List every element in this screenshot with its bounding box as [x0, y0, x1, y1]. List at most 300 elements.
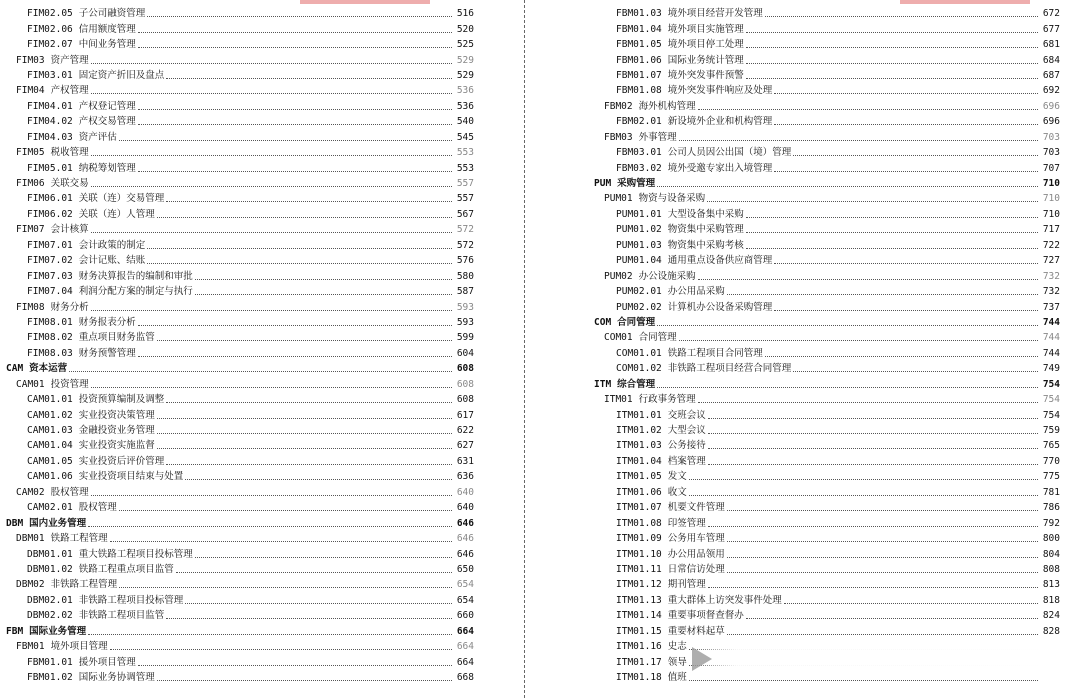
toc-entry[interactable]	[0, 469, 474, 484]
toc-entry[interactable]	[0, 546, 474, 561]
toc-entry[interactable]	[588, 407, 1060, 422]
toc-entry[interactable]	[588, 577, 1060, 592]
toc-entry-code: FIM08	[16, 301, 45, 313]
toc-entry-page: 553	[456, 162, 474, 174]
toc-entry[interactable]	[0, 315, 474, 330]
toc-dot-leader	[657, 324, 1038, 326]
toc-entry-code: CAM01.03	[27, 425, 73, 437]
toc-entry[interactable]	[0, 562, 474, 577]
toc-entry-code: DBM	[6, 517, 24, 529]
toc-entry-code: ITM01.09	[616, 533, 662, 545]
toc-entry[interactable]	[0, 68, 474, 83]
toc-entry-title: 新设境外企业和机构管理	[667, 116, 773, 128]
toc-entry-page: 707	[1042, 162, 1060, 174]
toc-entry-page: 744	[1042, 332, 1060, 344]
toc-entry-title: 办公设施采购	[638, 270, 696, 282]
toc-entry-title: 外事管理	[638, 131, 677, 143]
toc-entry[interactable]	[0, 485, 474, 500]
toc-entry-page: 640	[456, 486, 474, 498]
toc-dot-leader	[727, 633, 1038, 635]
toc-entry-title: 值班	[667, 672, 687, 684]
toc-entry-title: 实业投资项目结束与处置	[78, 471, 184, 483]
toc-right-column	[588, 6, 1060, 685]
toc-entry-title: 通用重点设备供应商管理	[667, 255, 773, 267]
toc-entry-code: ITM01	[604, 394, 633, 406]
toc-dot-leader	[157, 679, 452, 681]
toc-entry[interactable]	[0, 114, 474, 129]
toc-dot-leader	[765, 355, 1038, 357]
toc-entry[interactable]	[0, 330, 474, 345]
toc-dot-leader	[157, 216, 452, 218]
toc-entry[interactable]	[588, 392, 1060, 407]
toc-entry-code: FBM01.04	[616, 23, 662, 35]
toc-entry[interactable]	[0, 670, 474, 685]
toc-entry-code: CAM01.02	[27, 409, 73, 421]
toc-entry-page: 732	[1042, 286, 1060, 298]
toc-entry-page: 525	[456, 39, 474, 51]
toc-entry-title: 资本运营	[29, 363, 68, 375]
toc-entry-page: 553	[456, 147, 474, 159]
toc-entry-title: 领导	[667, 656, 687, 668]
toc-dot-leader	[166, 77, 452, 79]
toc-entry-code: FBM02	[604, 100, 633, 112]
toc-entry-title: 办公用品领用	[667, 548, 725, 560]
toc-entry-code: DBM01.02	[27, 563, 73, 575]
toc-entry-title: 投资预算编制及调整	[78, 394, 165, 406]
toc-entry-page: 604	[456, 347, 474, 359]
toc-entry-code: CAM01.06	[27, 471, 73, 483]
toc-entry[interactable]	[0, 500, 474, 515]
toc-entry-title: 计算机办公设备采购管理	[667, 301, 773, 313]
toc-entry-title: 会计政策的制定	[78, 239, 146, 251]
toc-dot-leader	[698, 401, 1038, 403]
toc-entry-title: 实业投资决策管理	[78, 409, 155, 421]
toc-dot-leader	[88, 633, 452, 635]
toc-entry-page: 710	[1042, 193, 1060, 205]
toc-entry[interactable]	[588, 253, 1060, 268]
toc-dot-leader	[110, 648, 452, 650]
toc-entry[interactable]	[588, 83, 1060, 98]
toc-entry-code: DBM02.02	[27, 610, 73, 622]
toc-entry-title: 史志	[667, 641, 687, 653]
toc-entry-title: 发文	[667, 471, 687, 483]
toc-entry-code: DBM01	[16, 533, 45, 545]
toc-entry[interactable]	[0, 654, 474, 669]
toc-entry-code: FBM01.07	[616, 69, 662, 81]
toc-entry-title: 纳税筹划管理	[78, 162, 136, 174]
toc-entry-title: 重大铁路工程项目投标管理	[78, 548, 193, 560]
toc-entry-page: 622	[456, 425, 474, 437]
toc-entry[interactable]	[0, 392, 474, 407]
toc-dot-leader	[110, 540, 452, 542]
toc-entry-code: FIM07.04	[27, 286, 73, 298]
toc-entry-code: PUM01.03	[616, 239, 662, 251]
toc-dot-leader	[746, 247, 1038, 249]
toc-entry-title: 资产评估	[78, 131, 117, 143]
toc-entry-title: 国际业务统计管理	[667, 54, 744, 66]
toc-dot-leader	[657, 386, 1038, 388]
toc-dot-leader	[727, 571, 1038, 573]
toc-entry[interactable]	[0, 191, 474, 206]
toc-entry-code: FIM03.01	[27, 69, 73, 81]
toc-entry-code: FIM08.01	[27, 316, 73, 328]
toc-entry-title: 非铁路工程项目经营合同管理	[667, 363, 792, 375]
toc-entry-code: FIM07.01	[27, 239, 73, 251]
toc-dot-leader	[708, 417, 1038, 419]
toc-entry-title: 投资管理	[50, 378, 89, 390]
toc-dot-leader	[147, 15, 452, 17]
toc-entry[interactable]	[0, 284, 474, 299]
toc-entry-title: 财务报表分析	[78, 316, 136, 328]
toc-entry-page: 692	[1042, 85, 1060, 97]
toc-dot-leader	[157, 447, 452, 449]
toc-dot-leader	[698, 278, 1038, 280]
toc-entry-title: 铁路工程项目合同管理	[667, 347, 763, 359]
toc-dot-leader	[698, 108, 1038, 110]
toc-entry[interactable]	[588, 515, 1060, 530]
toc-dot-leader	[679, 339, 1038, 341]
toc-dot-leader	[166, 463, 452, 465]
toc-entry-page: 608	[456, 378, 474, 390]
toc-entry-code: FIM06	[16, 178, 45, 190]
toc-dot-leader	[746, 231, 1038, 233]
toc-entry-title: 财务决算报告的编制和审批	[78, 270, 193, 282]
toc-dot-leader	[157, 432, 452, 434]
toc-entry[interactable]	[0, 361, 474, 376]
toc-entry-title: 会计记账、结账	[78, 255, 146, 267]
toc-entry[interactable]	[588, 52, 1060, 67]
toc-entry[interactable]	[588, 546, 1060, 561]
toc-entry-page: 608	[456, 394, 474, 406]
toc-entry-page: 775	[1042, 471, 1060, 483]
toc-dot-leader	[147, 262, 452, 264]
toc-dot-leader	[746, 216, 1038, 218]
toc-entry[interactable]	[0, 423, 474, 438]
toc-entry-title: 印签管理	[667, 517, 706, 529]
toc-entry[interactable]	[588, 21, 1060, 36]
toc-entry[interactable]	[588, 160, 1060, 175]
toc-dot-leader	[727, 540, 1038, 542]
toc-entry-page: 770	[1042, 455, 1060, 467]
toc-entry-page: 800	[1042, 533, 1060, 545]
toc-entry-code: ITM01.04	[616, 455, 662, 467]
toc-entry[interactable]	[0, 577, 474, 592]
toc-entry-title: 股权管理	[50, 486, 89, 498]
toc-dot-leader	[774, 262, 1038, 264]
toc-entry-code: PUM02	[604, 270, 633, 282]
toc-entry[interactable]	[588, 438, 1060, 453]
toc-entry-title: 非铁路工程管理	[50, 579, 118, 591]
toc-dot-leader	[746, 77, 1038, 79]
toc-entry-code: FIM04.01	[27, 100, 73, 112]
toc-entry-page: 744	[1042, 347, 1060, 359]
toc-entry-page: 681	[1042, 39, 1060, 51]
toc-entry-page: 608	[456, 363, 474, 375]
toc-entry[interactable]	[588, 268, 1060, 283]
toc-entry-page: 536	[456, 100, 474, 112]
toc-entry[interactable]	[0, 37, 474, 52]
toc-entry-code: DBM02.01	[27, 594, 73, 606]
toc-entry-title: 铁路工程管理	[50, 533, 108, 545]
toc-dot-leader	[195, 293, 452, 295]
toc-entry-page: 557	[456, 178, 474, 190]
toc-entry[interactable]	[588, 423, 1060, 438]
toc-entry-page: 717	[1042, 224, 1060, 236]
toc-entry[interactable]	[0, 346, 474, 361]
toc-entry-page: 818	[1042, 594, 1060, 606]
play-arrow-icon[interactable]	[692, 647, 712, 671]
toc-entry[interactable]	[588, 562, 1060, 577]
toc-dot-leader	[157, 339, 452, 341]
toc-entry[interactable]	[0, 253, 474, 268]
toc-dot-leader	[69, 370, 452, 372]
toc-entry[interactable]	[588, 191, 1060, 206]
toc-entry[interactable]	[588, 222, 1060, 237]
toc-entry-page: 765	[1042, 440, 1060, 452]
toc-dot-leader	[784, 602, 1038, 604]
toc-entry[interactable]	[0, 438, 474, 453]
toc-dot-leader	[119, 509, 452, 511]
toc-entry[interactable]	[0, 531, 474, 546]
toc-entry-page: 664	[456, 656, 474, 668]
toc-dot-leader	[708, 447, 1038, 449]
page-divider	[524, 0, 525, 698]
toc-entry[interactable]	[0, 377, 474, 392]
toc-entry[interactable]	[588, 99, 1060, 114]
toc-dot-leader	[176, 571, 452, 573]
toc-entry[interactable]	[0, 6, 474, 21]
toc-dot-leader	[774, 170, 1038, 172]
toc-entry-code: FBM01.06	[616, 54, 662, 66]
toc-entry-title: 境外项目实施管理	[667, 23, 744, 35]
toc-entry[interactable]	[588, 485, 1060, 500]
toc-entry-page: 828	[1042, 625, 1060, 637]
toc-entry[interactable]	[588, 593, 1060, 608]
toc-entry-title: 股权管理	[78, 502, 117, 514]
toc-entry[interactable]	[0, 299, 474, 314]
toc-entry-page: 781	[1042, 486, 1060, 498]
toc-entry-page: 754	[1042, 394, 1060, 406]
toc-entry-page: 640	[456, 502, 474, 514]
toc-dot-leader	[746, 617, 1038, 619]
toc-entry-title: 境外项目停工处理	[667, 39, 744, 51]
toc-entry[interactable]	[588, 315, 1060, 330]
toc-entry[interactable]	[0, 639, 474, 654]
toc-entry-page: 593	[456, 301, 474, 313]
toc-entry-page: 732	[1042, 270, 1060, 282]
top-red-mark-left	[300, 0, 430, 4]
toc-entry-code: COM01.02	[616, 363, 662, 375]
toc-entry-page: 660	[456, 610, 474, 622]
toc-entry-page: 759	[1042, 425, 1060, 437]
toc-dot-leader	[727, 509, 1038, 511]
toc-dot-leader	[119, 139, 452, 141]
toc-entry[interactable]	[0, 21, 474, 36]
toc-entry-code: FIM06.01	[27, 193, 73, 205]
toc-entry[interactable]	[588, 176, 1060, 191]
toc-entry[interactable]	[0, 160, 474, 175]
toc-dot-leader	[727, 556, 1038, 558]
toc-entry-page: 696	[1042, 100, 1060, 112]
toc-entry-page: 587	[456, 286, 474, 298]
toc-entry-page: 593	[456, 316, 474, 328]
toc-entry-title: 关联交易	[50, 178, 89, 190]
toc-entry-title: 公司人员因公出国（境）管理	[667, 147, 792, 159]
toc-entry-code: CAM02	[16, 486, 45, 498]
toc-entry[interactable]	[588, 330, 1060, 345]
toc-entry-title: 境外突发事件预警	[667, 69, 744, 81]
toc-entry-page: 576	[456, 255, 474, 267]
toc-entry-page: 710	[1042, 208, 1060, 220]
toc-entry[interactable]	[588, 37, 1060, 52]
toc-entry[interactable]	[0, 145, 474, 160]
toc-entry[interactable]	[588, 207, 1060, 222]
toc-entry-title: 境外突发事件响应及处理	[667, 85, 773, 97]
toc-entry[interactable]	[588, 238, 1060, 253]
toc-entry-page: 664	[456, 625, 474, 637]
toc-entry-page: 808	[1042, 563, 1060, 575]
toc-entry-title: 金融投资业务管理	[78, 425, 155, 437]
toc-entry-title: 固定资产折旧及盘点	[78, 69, 165, 81]
toc-entry-code: ITM01.18	[616, 672, 662, 684]
toc-dot-leader	[746, 31, 1038, 33]
toc-entry[interactable]	[0, 268, 474, 283]
toc-entry-code: FBM02.01	[616, 116, 662, 128]
toc-entry-page: 804	[1042, 548, 1060, 560]
toc-dot-leader	[689, 494, 1038, 496]
toc-entry-code: FBM	[6, 625, 24, 637]
toc-entry-title: 综合管理	[617, 378, 656, 390]
toc-entry-page: 572	[456, 239, 474, 251]
toc-entry-code: ITM01.16	[616, 641, 662, 653]
toc-entry[interactable]	[588, 130, 1060, 145]
toc-entry[interactable]	[588, 500, 1060, 515]
toc-entry-code: DBM01.01	[27, 548, 73, 560]
toc-dot-leader	[166, 617, 452, 619]
toc-dot-leader	[765, 15, 1038, 17]
toc-entry-page: 813	[1042, 579, 1060, 591]
toc-entry[interactable]	[588, 624, 1060, 639]
toc-entry-page: 687	[1042, 69, 1060, 81]
toc-entry-page: 536	[456, 85, 474, 97]
toc-entry-code: FBM03.01	[616, 147, 662, 159]
toc-entry[interactable]	[588, 346, 1060, 361]
toc-entry[interactable]	[0, 454, 474, 469]
toc-entry-title: 非铁路工程项目投标管理	[78, 594, 184, 606]
toc-entry-title: 境外项目经营开发管理	[667, 8, 763, 20]
toc-entry[interactable]	[588, 68, 1060, 83]
toc-dot-leader	[166, 401, 452, 403]
toc-entry-title: 海外机构管理	[638, 100, 696, 112]
toc-entry-page: 654	[456, 594, 474, 606]
toc-entry[interactable]	[588, 469, 1060, 484]
toc-entry[interactable]	[0, 176, 474, 191]
toc-entry[interactable]	[0, 624, 474, 639]
toc-dot-leader	[708, 432, 1038, 434]
toc-entry[interactable]	[588, 284, 1060, 299]
toc-entry[interactable]	[0, 130, 474, 145]
toc-entry-page: 516	[456, 8, 474, 20]
toc-entry-code: CAM02.01	[27, 502, 73, 514]
toc-entry[interactable]	[588, 114, 1060, 129]
toc-entry-title: 重点项目财务监管	[78, 332, 155, 344]
toc-entry[interactable]	[0, 222, 474, 237]
toc-entry-code: FIM04	[16, 85, 45, 97]
toc-entry[interactable]	[588, 6, 1060, 21]
toc-entry[interactable]	[0, 515, 474, 530]
toc-entry[interactable]	[588, 377, 1060, 392]
toc-entry-title: 物资集中采购管理	[667, 224, 744, 236]
toc-entry[interactable]	[588, 299, 1060, 314]
toc-entry[interactable]	[0, 52, 474, 67]
toc-entry-page: 636	[456, 471, 474, 483]
toc-entry-code: PUM	[594, 178, 612, 190]
toc-entry[interactable]	[588, 361, 1060, 376]
toc-dot-leader	[793, 154, 1038, 156]
toc-entry-page: 572	[456, 224, 474, 236]
toc-dot-leader	[157, 417, 452, 419]
toc-entry-code: ITM01.14	[616, 610, 662, 622]
toc-entry-code: ITM01.06	[616, 486, 662, 498]
toc-dot-leader	[657, 185, 1038, 187]
toc-entry-title: 物资集中采购考核	[667, 239, 744, 251]
toc-entry[interactable]	[0, 207, 474, 222]
toc-entry-page: 646	[456, 548, 474, 560]
toc-entry[interactable]	[588, 454, 1060, 469]
toc-dot-leader	[774, 309, 1038, 311]
toc-entry-code: FBM01.02	[27, 672, 73, 684]
toc-entry[interactable]	[588, 608, 1060, 623]
toc-entry-code: ITM01.05	[616, 471, 662, 483]
toc-entry-title: 大型会议	[667, 425, 706, 437]
toc-entry-code: COM01	[604, 332, 633, 344]
toc-entry[interactable]	[0, 99, 474, 114]
toc-entry-code: FIM02.07	[27, 39, 73, 51]
toc-entry-page: 703	[1042, 147, 1060, 159]
toc-entry-title: 关联（连）交易管理	[78, 193, 165, 205]
toc-entry[interactable]	[0, 83, 474, 98]
toc-entry-title: 公务接待	[667, 440, 706, 452]
toc-entry-title: 境外受邀专家出入境管理	[667, 162, 773, 174]
toc-entry-code: ITM01.17	[616, 656, 662, 668]
toc-dot-leader	[746, 46, 1038, 48]
toc-entry[interactable]	[0, 593, 474, 608]
toc-entry-title: 物资与设备采购	[638, 193, 706, 205]
toc-entry[interactable]	[0, 238, 474, 253]
toc-entry[interactable]	[588, 531, 1060, 546]
toc-dot-leader	[689, 478, 1038, 480]
toc-entry-title: 援外项目管理	[78, 656, 136, 668]
toc-entry-code: ITM01.08	[616, 517, 662, 529]
toc-entry-code: FBM01.03	[616, 8, 662, 20]
toc-entry-page: 646	[456, 533, 474, 545]
toc-entry-title: 资产管理	[50, 54, 89, 66]
toc-entry[interactable]	[0, 407, 474, 422]
toc-entry-title: 大型设备集中采购	[667, 208, 744, 220]
toc-entry-code: ITM	[594, 378, 612, 390]
toc-entry-code: FIM07	[16, 224, 45, 236]
toc-entry-code: ITM01.11	[616, 563, 662, 575]
toc-entry-code: ITM01.15	[616, 625, 662, 637]
toc-entry-page: 744	[1042, 316, 1060, 328]
toc-entry-code: PUM01.04	[616, 255, 662, 267]
toc-entry-code: ITM01.02	[616, 425, 662, 437]
toc-entry-page: 824	[1042, 610, 1060, 622]
toc-entry-title: 信用额度管理	[78, 23, 136, 35]
toc-entry[interactable]	[588, 145, 1060, 160]
toc-entry-code: FIM02.05	[27, 8, 73, 20]
toc-entry[interactable]	[0, 608, 474, 623]
